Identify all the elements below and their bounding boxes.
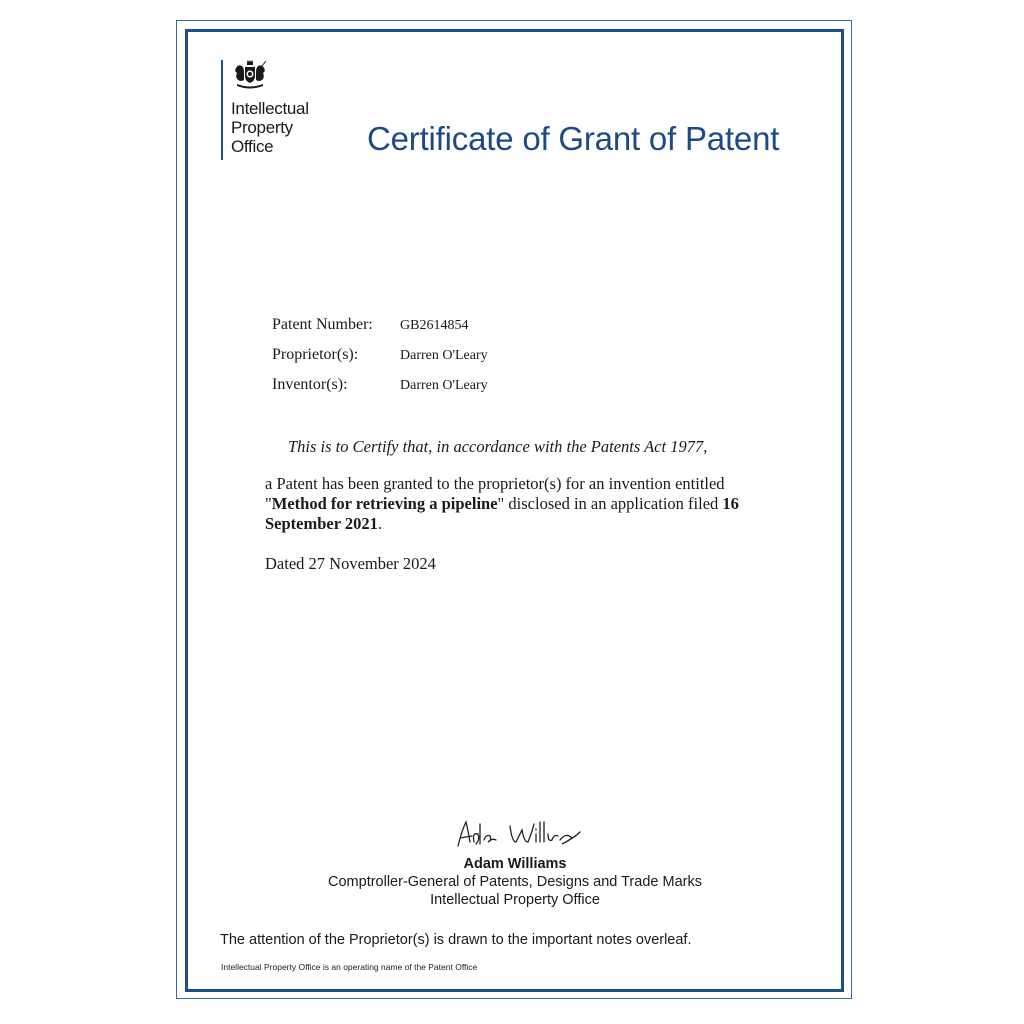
attention-notice: The attention of the Proprietor(s) is drawn to the important notes overleaf.	[220, 932, 692, 948]
field-proprietor	[272, 346, 488, 376]
royal-coat-of-arms-icon	[232, 60, 268, 90]
grant-suffix: .	[377, 514, 383, 533]
handwritten-signature-icon	[450, 812, 590, 852]
grant-middle: disclosed in an application filed	[504, 494, 723, 513]
dated-line: Dated 27 November 2024	[265, 554, 436, 573]
signatory-block	[200, 855, 830, 909]
footnote: Intellectual Property Office is an operating name of the Patent Office	[221, 962, 478, 972]
signatory-name: Adam Williams	[463, 856, 567, 872]
certify-statement: This is to Certify that, in accordance with the Patents Act 1977,	[288, 437, 708, 456]
filing-date: 16 September 2021	[265, 494, 739, 533]
invention-title: Method for retrieving a pipeline	[271, 494, 498, 513]
document-title: Certificate of Grant of Patent	[367, 120, 780, 157]
ipo-logo	[221, 60, 309, 160]
field-label: Inventor(s):	[272, 376, 348, 393]
field-patent-number	[272, 316, 488, 346]
logo-line-1: Intellectual	[231, 99, 309, 118]
quote-close: "	[497, 494, 505, 513]
grant-paragraph	[265, 474, 755, 534]
proprietor-value: Darren O'Leary	[400, 348, 488, 363]
inventor-value: Darren O'Leary	[400, 378, 488, 393]
patent-number-value: GB2614854	[400, 318, 469, 333]
field-inventor	[272, 376, 488, 406]
signatory-office: Intellectual Property Office	[430, 892, 600, 908]
signatory-role: Comptroller-General of Patents, Designs and Trade Marks	[328, 874, 702, 890]
logo-line-2: Property	[231, 118, 293, 137]
grant-prefix: a Patent has been granted to the proprietor(s) for an invention entitled	[265, 474, 725, 493]
field-label: Patent Number:	[272, 316, 373, 333]
quote-open: "	[265, 494, 272, 513]
patent-fields	[272, 316, 488, 406]
logo-line-3: Office	[231, 137, 274, 156]
field-label: Proprietor(s):	[272, 346, 359, 363]
